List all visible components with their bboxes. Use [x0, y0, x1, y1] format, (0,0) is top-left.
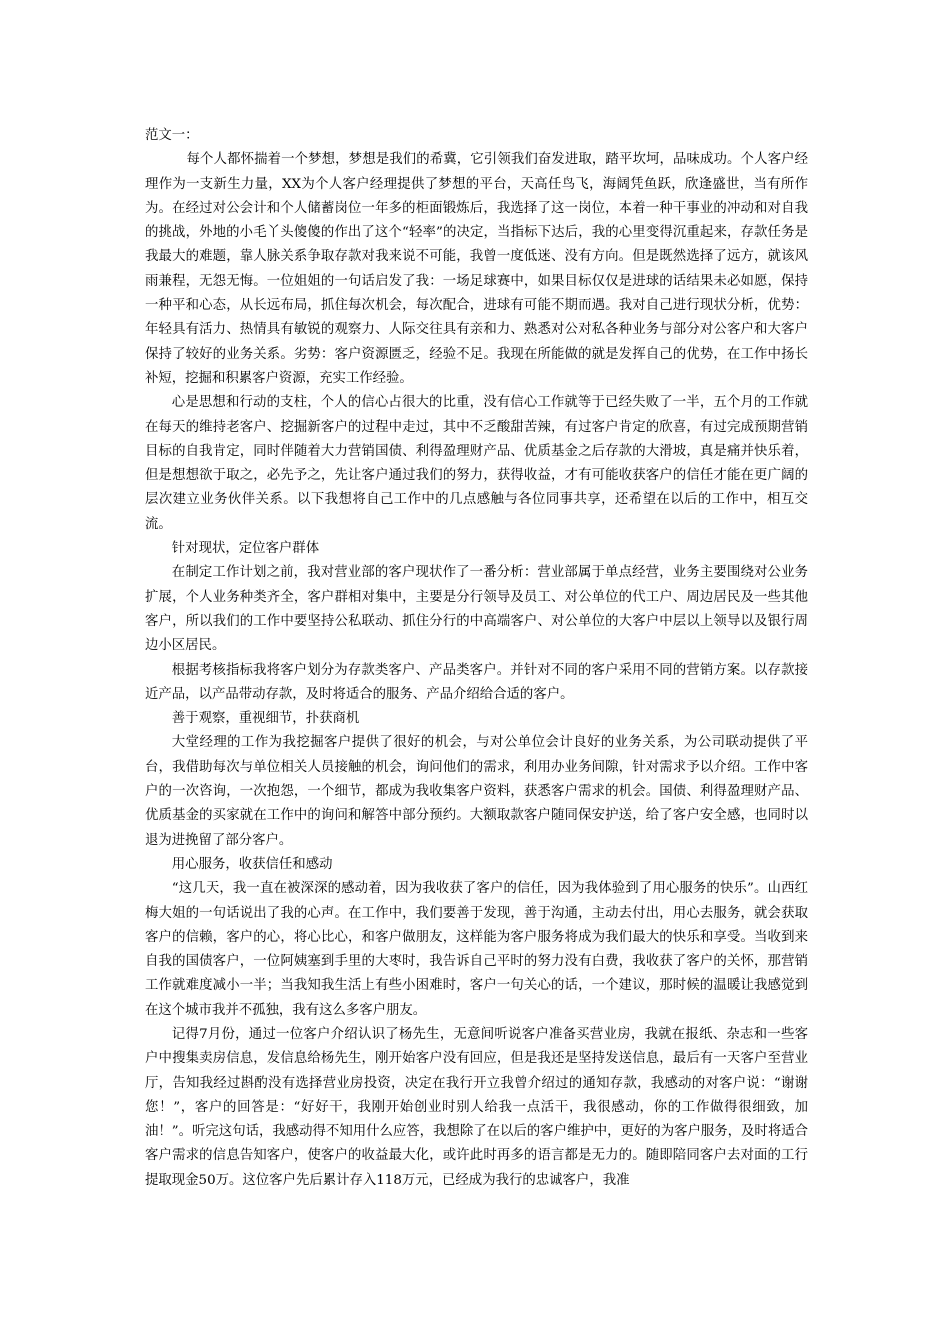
paragraph-story: 记得7月份，通过一位客户介绍认识了杨先生，无意间听说客户准备买营业房，我就在报纸、杂志和一些客户中搜集卖房信息，发信息给杨先生，刚开始客户没有回应，但是我还是坚持发送信息，最后有一天客户至营业厅，告知我经过斟酌没有选择营业房投资，决定在我行开立我曾介绍过的通知存款，我感动的对客户说：“谢谢您！”，客户的回答是：“好好干，我刚开始创业时别人给我一点活干，我很感动，你的工作做得很细致，加油！”。听完这句话，我感动得不知用什么应答，我想除了在以后的客户维护中，更好的为客户服务，及时将适合客户需求的信息告知客户，使客户的收益最大化，或许此时再多的语言都是无力的。随即陪同客户去对面的工行提取现金50万。这位客户先后累计存入118万元，已经成为我行的忠诚客户，我准	[145, 1026, 808, 1188]
paragraph-lobby-manager: 大堂经理的工作为我挖掘客户提供了很好的机会，与对公单位会计良好的业务关系，为公司联动提供了平台，我借助每次与单位相关人员接触的机会，询问他们的需求，利用办业务间隙，针对需求予以介绍。工作中客户的一次咨询，一次抱怨，一个细节，都成为我收集客户资料，获悉客户需求的机会。国债、利得盈理财产品、优质基金的买家就在工作中的询问和解答中部分预约。大额取款客户随同保安护送，给了客户安全感，也同时以退为进挽留了部分客户。	[145, 735, 808, 848]
document-label: 范文一：	[145, 128, 199, 143]
paragraph-touched: “这几天，我一直在被深深的感动着，因为我收获了客户的信任，因为我体验到了用心服务的快乐”。山西红梅大姐的一句话说出了我的心声。在工作中，我们要善于发现，善于沟通，主动去付出，用心去服务，就会获取客户的信赖，客户的心，将心比心，和客户做朋友，这样能为客户服务将成为我们最大的快乐和享受。当收到来自我的国债客户，一位阿姨塞到手里的大枣时，我告诉自己平时的努力没有白费，我收获了客户的关怀，那营销工作就难度减小一半；当我知我生活上有些小困难时，客户一句关心的话，一个建议，那时候的温暖让我感觉到在这个城市我并不孤独，我有这么多客户朋友。	[145, 881, 808, 1018]
paragraph-classification: 根据考核指标我将客户划分为存款类客户、产品类客户。并针对不同的客户采用不同的营销方案。以存款接近产品，以产品带动存款，及时将适合的服务、产品介绍给合适的客户。	[145, 662, 808, 702]
section-heading-service: 用心服务，收获信任和感动	[171, 856, 333, 872]
section-heading-positioning: 针对现状，定位客户群体	[171, 541, 320, 557]
paragraph-confidence: 心是思想和行动的支柱，个人的信心占很大的比重，没有信心工作就等于已经失败了一半，五个月的工作就在每天的维持老客户、挖掘新客户的过程中走过，其中不乏酸甜苦辣，有过客户肯定的欣喜，有过完成预期营销目标的自我肯定，同时伴随着大力营销国债、利得盈理财产品、优质基金之后存款的大滑坡，真是痛并快乐着，但是想想欲于取之，必先予之，先让客户通过我们的努力，获得收益，才有可能收获客户的信任才能在更广阔的层次建立业务伙伴关系。以下我想将自己工作中的几点感触与各位同事共享，还希望在以后的工作中，相互交流。	[145, 395, 808, 532]
paragraph-intro: 每个人都怀揣着一个梦想，梦想是我们的希冀，它引领我们奋发进取，踏平坎坷，品味成功。个人客户经理作为一支新生力量，XX为个人客户经理提供了梦想的平台，天高任鸟飞，海阔凭鱼跃，欣逢盛世，当有所作为。在经过对公会计和个人储蓄岗位一年多的柜面锻炼后，我选择了这一岗位，本着一种干事业的冲动和对自我的挑战，外地的小毛丫头傻傻的作出了这个“轻率”的决定，当指标下达后，我的心里变得沉重起来，存款任务是我最大的难题，靠人脉关系争取存款对我来说不可能，我曾一度低迷、没有方向。但是既然选择了远方，就该风雨兼程，无怨无悔。一位姐姐的一句话启发了我：一场足球赛中，如果目标仅仅是进球的话结果未必如愿，保持一种平和心态，从长远布局，抓住每次机会，每次配合，进球有可能不期而遇。我对自己进行现状分析，优势：年轻具有活力、热情具有敏锐的观察力、人际交往具有亲和力、熟悉对公对私各种业务与部分对公客户和大客户保持了较好的业务关系。劣势：客户资源匮乏，经验不足。我现在所能做的就是发挥自己的优势，在工作中扬长补短，挖掘和积累客户资源，充实工作经验。	[145, 152, 808, 386]
document-page	[145, 124, 808, 1193]
section-heading-observation: 善于观察，重视细节，扑获商机	[171, 711, 360, 727]
paragraph-analysis: 在制定工作计划之前，我对营业部的客户现状作了一番分析：营业部属于单点经营，业务主要围绕对公业务扩展，个人业务种类齐全，客户群相对集中，主要是分行领导及员工、对公单位的代工户、周边居民及一些其他客户，所以我们的工作中要坚持公私联动、抓住分行的中高端客户、对公单位的大客户中层以上领导以及银行周边小区居民。	[145, 565, 808, 654]
